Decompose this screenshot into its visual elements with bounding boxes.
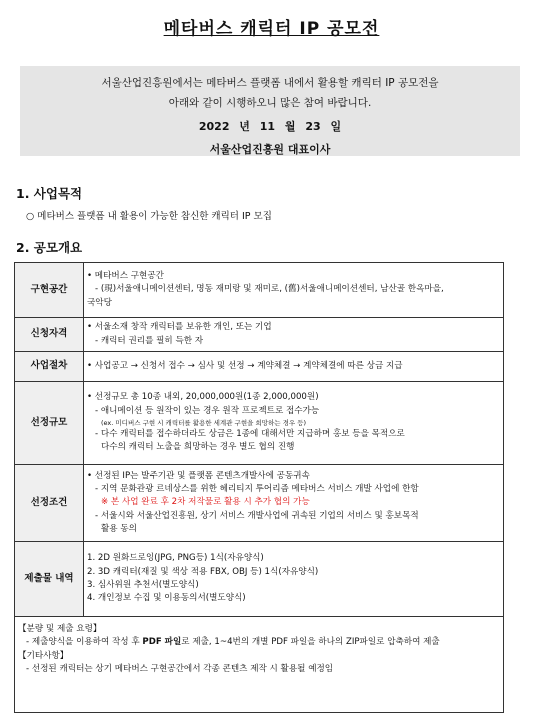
notes-line (18, 636, 500, 649)
content-line: 2. 3D 캐릭터(재질 및 색상 적용 FBX, OBJ 등) 1식(자유양식) (87, 566, 319, 577)
table-row (15, 617, 504, 713)
notes-line: - 선정된 캐릭터는 상기 메타버스 구현공간에서 각종 콘텐츠 제작 시 활용될 예정임 (26, 663, 334, 674)
content-line: - 애니메이션 등 원작이 있는 경우 원작 프로젝트로 접수가능 (95, 405, 320, 416)
table-row (15, 382, 504, 465)
content-line: • 메타버스 구현공간 (87, 271, 164, 282)
content-line: 국악당 (87, 297, 112, 308)
notice-line-2: 아래와 같이 시행하오니 많은 참여 바랍니다. (168, 97, 372, 109)
content-line: - 서울시와 서울산업진흥원, 상기 서비스 개발사업에 귀속된 기업의 서비스 및 홍보목적 (95, 510, 419, 521)
content-line: • 선정된 IP는 발주기관 및 플랫폼 콘텐츠개발사에 공동귀속 (87, 470, 310, 481)
row-label-scale: 선정규모 (15, 382, 84, 465)
row-label-documents: 제출물 내역 (15, 542, 84, 617)
row-label-qualification: 신청자격 (15, 318, 84, 352)
row-content-procedure (84, 352, 504, 382)
content-line: • 서울소재 창작 캐릭터를 보유한 개인, 또는 기업 (87, 322, 272, 333)
content-line: 4. 개인정보 수집 및 이용동의서(별도양식) (87, 593, 246, 604)
row-label-conditions: 선정조건 (15, 465, 84, 542)
content-line: - (現)서울애니메이션센터, 명동 재미랑 및 재미로, (舊)서울애니메이션센터, 남산골 한옥마을, (95, 284, 444, 295)
section-1-heading: 1. 사업목적 (16, 186, 83, 201)
row-content-qualification (84, 318, 504, 352)
notes-emphasis: PDF 파일 (142, 637, 182, 648)
notes-heading: 【기타사항】 (18, 650, 69, 661)
content-line: • 선정규모 총 10종 내외, 20,000,000원(1종 2,000,000원) (87, 392, 319, 403)
row-content-scale (84, 382, 504, 465)
row-content-documents (84, 542, 504, 617)
notice-organization: 서울산업진흥원 대표이사 (209, 143, 331, 156)
content-line: - 지역 문화관광 르네상스를 위한 헤리티지 투어리즘 메타버스 서비스 개발 사업에 한함 (95, 484, 419, 495)
content-line: - 다수 캐릭터를 접수하더라도 상금은 1종에 대해서만 지급하며 홍보 등을 목적으로 (95, 429, 405, 440)
notice-line-1: 서울산업진흥원에서는 메타버스 플랫폼 내에서 활용할 캐릭터 IP 공모전을 (101, 77, 439, 89)
table-row (15, 352, 504, 382)
notes-text: - 제출양식을 이용하여 작성 후 (26, 637, 143, 648)
row-label-composition: 구현공간 (15, 263, 84, 318)
content-line: 활용 동의 (101, 523, 137, 534)
content-line: 1. 2D 원화드로잉(JPG, PNG등) 1식(자유양식) (87, 553, 264, 564)
table-row (15, 465, 504, 542)
section-2-heading: 2. 공모개요 (16, 240, 83, 255)
content-line: 3. 심사위원 추천서(별도양식) (87, 580, 199, 590)
content-line: - 캐릭터 권리를 필히 득한 자 (95, 335, 204, 346)
notice-date: 2022 년 11 월 23 일 (198, 120, 342, 133)
notes-text: 로 제출, 1~4번의 개별 PDF 파일을 하나의 ZIP파일로 압축하여 제출 (181, 637, 440, 648)
content-line: 다수의 캐릭터 노출을 희망하는 경우 별도 협의 진행 (101, 442, 295, 453)
table-row (15, 263, 504, 318)
row-content-conditions (84, 465, 504, 542)
row-label-procedure: 사업절차 (15, 352, 84, 382)
section-1-item: ○ 메타버스 플랫폼 내 활용이 가능한 참신한 캐릭터 IP 모집 (26, 211, 272, 222)
overview-table (14, 262, 504, 713)
table-row (15, 542, 504, 617)
content-note: (ex. 미디버스 구현 시 캐릭터를 활용한 세계관 구현을 희망하는 경우 등) (101, 418, 307, 427)
row-content-composition (84, 263, 504, 318)
table-row (15, 318, 504, 352)
content-line: • 사업공고 → 신청서 접수 → 심사 및 선정 → 계약체결 → 계약체결에 따른 상금 지급 (87, 360, 403, 371)
submission-notes (15, 617, 504, 713)
notes-heading: 【분량 및 제출 요령】 (18, 624, 102, 634)
content-warning: ※ 본 사업 완료 후 2차 저작물로 활용 시 추가 협의 가능 (101, 497, 310, 508)
page-title: 메타버스 캐릭터 IP 공모전 (163, 19, 380, 39)
notice-box (20, 66, 520, 156)
